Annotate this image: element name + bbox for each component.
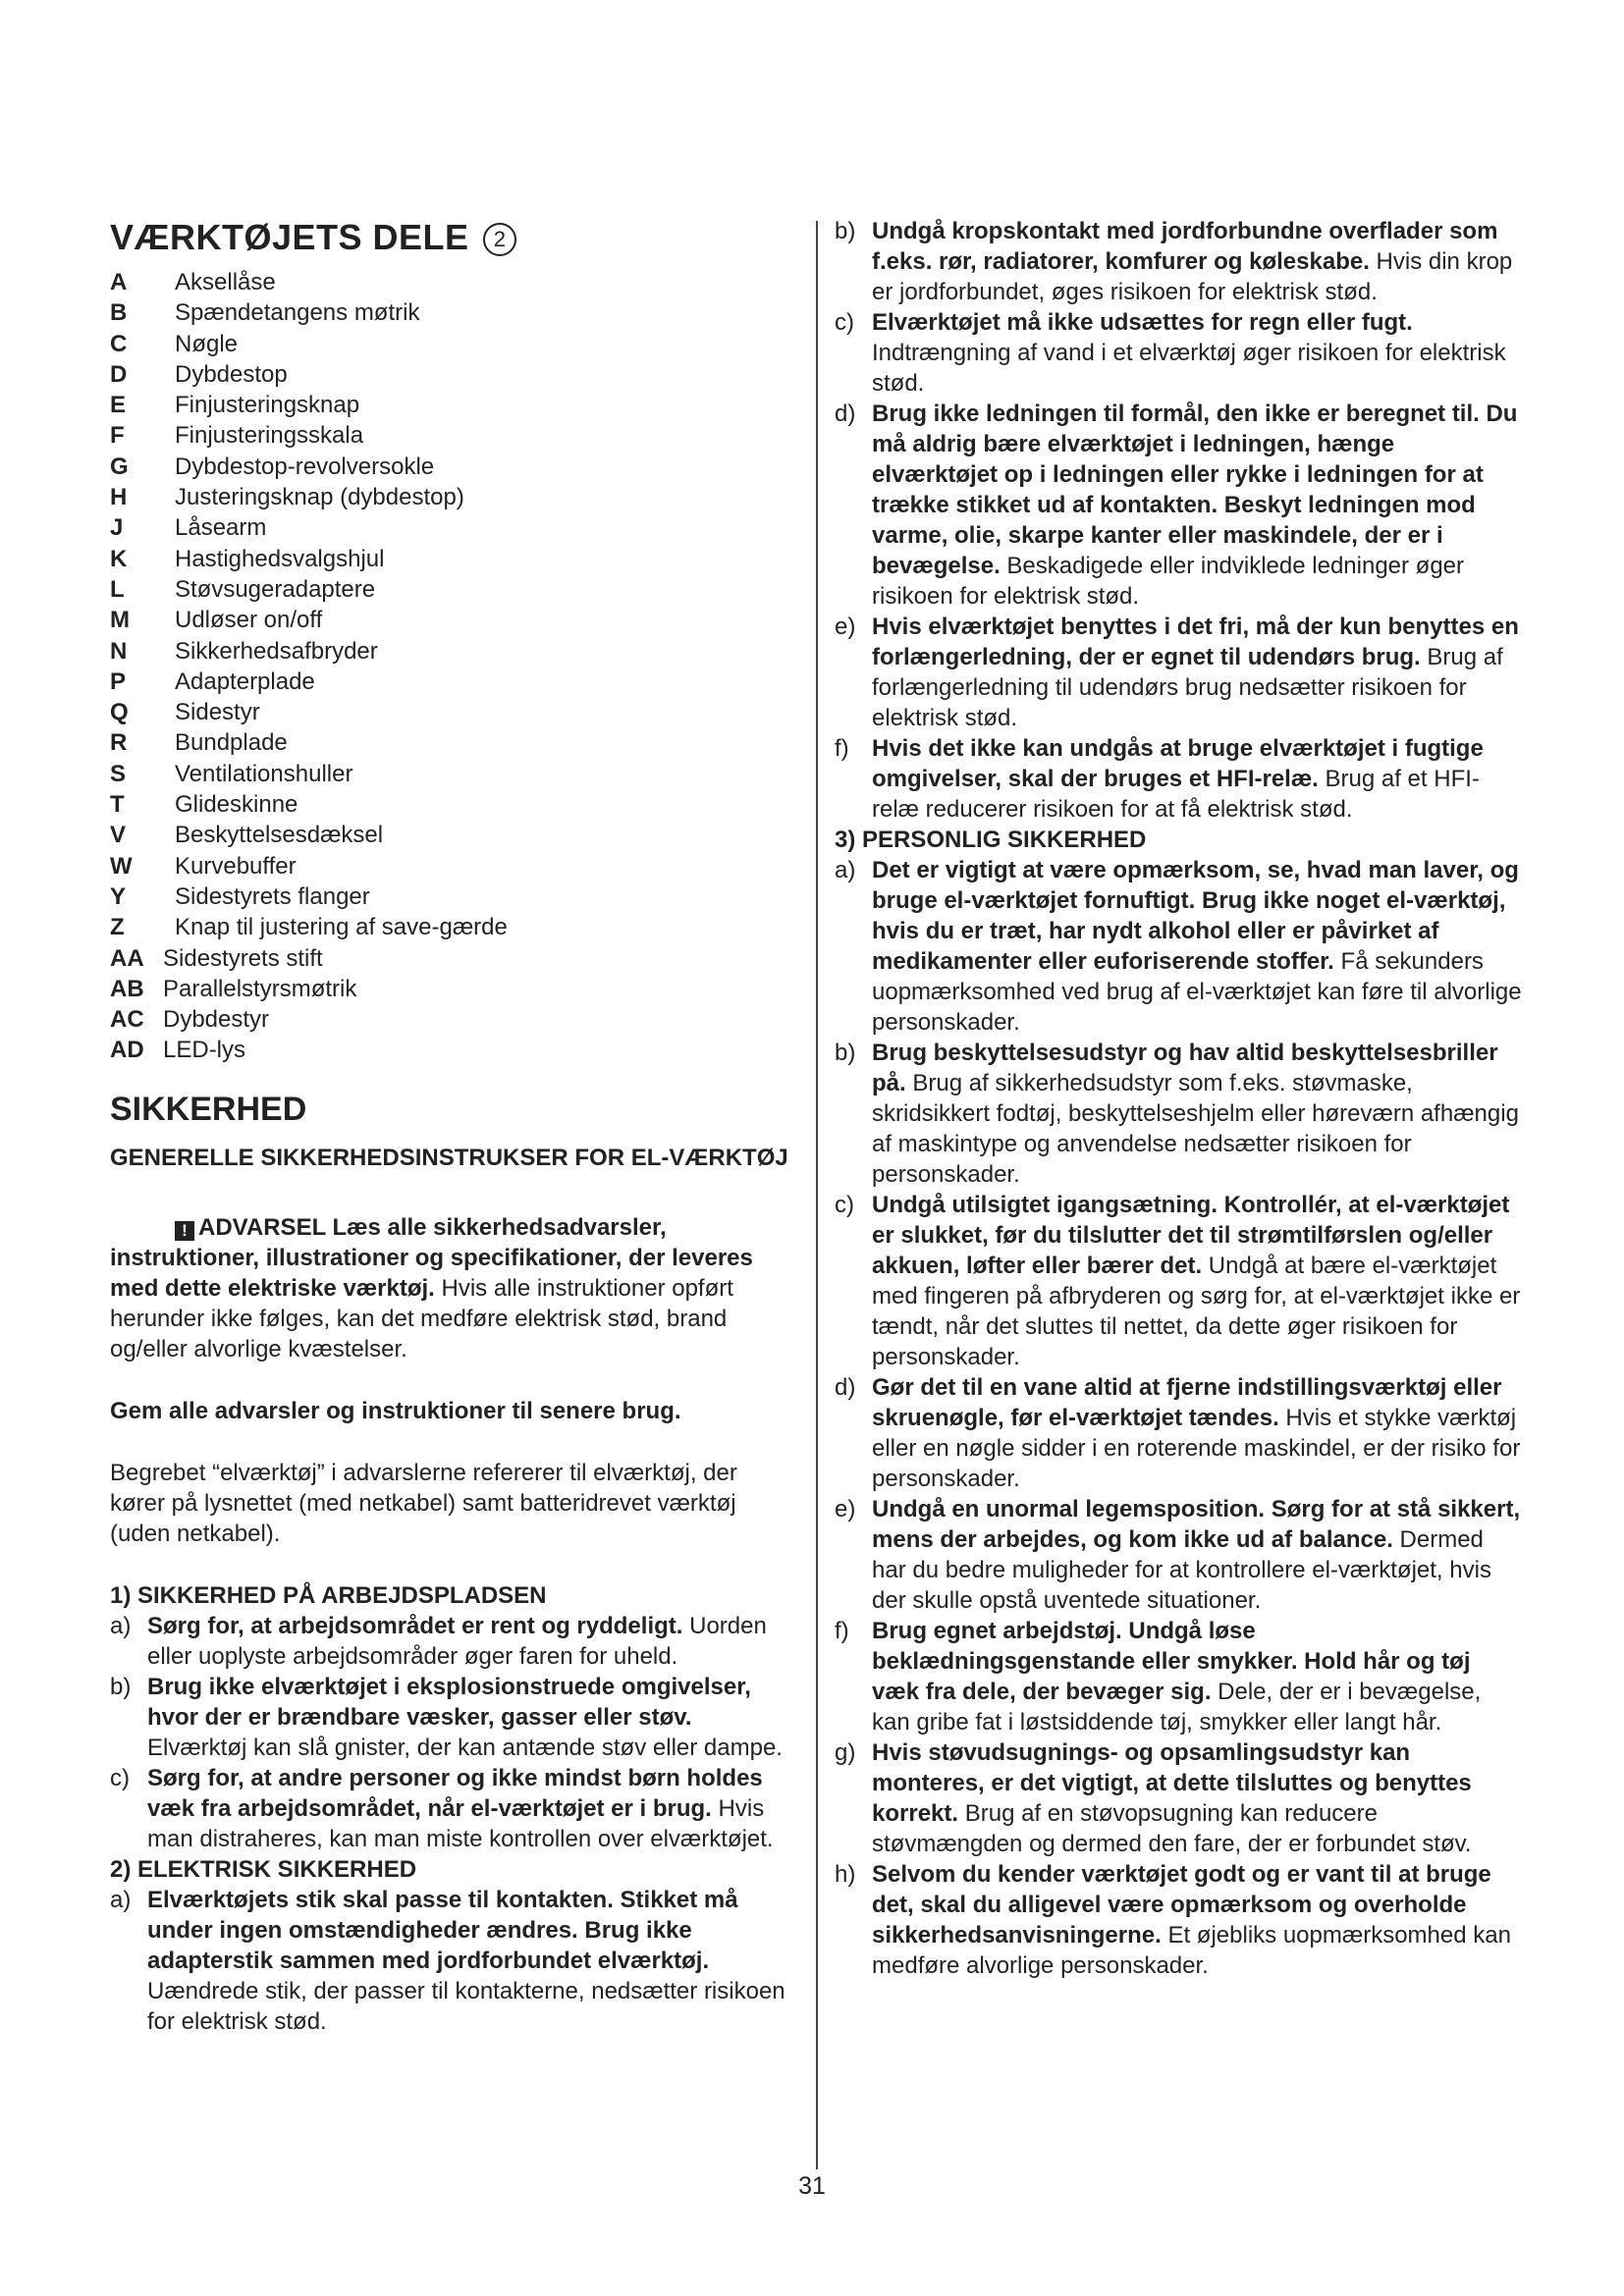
- part-item: [110, 482, 797, 512]
- item-text: Elværktøjet må ikke udsættes for regn eller fugt. Indtrængning af vand i et elværktøj øger risikoen for elektrisk stød.: [872, 309, 1506, 397]
- part-name: Adapterplade: [175, 667, 315, 695]
- warning-icon: !: [175, 1221, 194, 1241]
- part-letter: C: [110, 330, 128, 357]
- item-text: Hvis det ikke kan undgås at bruge elværktøjet i fugtige omgivelser, skal der bruges et HFI-relæ. Brug af et HFI-relæ reducerer risikoen for at få elektrisk stød.: [872, 735, 1484, 823]
- page-number: 31: [798, 2172, 826, 2200]
- part-item: [110, 452, 797, 482]
- safety-item: [835, 612, 1522, 733]
- part-name: Bundplade: [175, 729, 288, 757]
- part-name: Finjusteringsknap: [175, 392, 360, 419]
- item-text: Undgå kropskontakt med jordforbundne overflader som f.eks. rør, radiatorer, komfurer og køleskabe. Hvis din krop er jordforbundet, øges risikoen for elektrisk stød.: [872, 218, 1513, 305]
- warning-bold: ADVARSEL Læs alle sikkerhedsadvarsler, instruktioner, illustrationer og specifikationer, der leveres med dette elektriske værktøj.: [110, 1213, 753, 1302]
- item-label: e): [835, 1496, 856, 1522]
- item-label: a): [835, 857, 856, 883]
- part-letter: AC: [110, 1006, 144, 1034]
- item-text: Det er vigtigt at være opmærksom, se, hvad man laver, og bruge el-værktøjet fornuftigt. Brug ikke noget el-værktøj, hvis du er træt, har nydt alkohol eller er påvirket af medikamenter eller euforiserende stoffer. Få sekunders uopmærksomhed ved brug af el-værktøjet kan føre til alvorlige personskader.: [872, 857, 1522, 1036]
- item-label: h): [835, 1861, 856, 1888]
- item-label: d): [835, 400, 856, 427]
- part-item: [110, 420, 797, 451]
- part-letter: Q: [110, 699, 129, 726]
- safety-item: [835, 1616, 1522, 1737]
- part-letter: S: [110, 760, 127, 787]
- part-letter: AD: [110, 1037, 144, 1064]
- part-name: Finjusteringsskala: [175, 422, 364, 450]
- safety-item: [110, 1611, 797, 1672]
- safety-item: [835, 1190, 1522, 1372]
- item-text: Hvis støvudsugnings- og opsamlingsudstyr kan monteres, er det vigtigt, at dette tilsluttes og benyttes korrekt. Brug af en støvopsugning kan reducere støvmængden og dermed den fare, der er forbundet støv.: [872, 1739, 1472, 1857]
- part-letter: AB: [110, 975, 144, 1002]
- item-label: d): [835, 1374, 856, 1401]
- item-label: e): [835, 614, 856, 640]
- part-name: Ventilationshuller: [175, 760, 353, 787]
- part-letter: F: [110, 422, 125, 450]
- part-item: [110, 974, 797, 1004]
- parts-heading: VÆRKTØJETS DELE 2: [110, 216, 797, 259]
- safety-item: [835, 399, 1522, 612]
- item-text: Brug ikke ledningen til formål, den ikke er beregnet til. Du må aldrig bære elværktøjet i ledningen, hænge elværktøjet op i ledningen eller rykke i ledningen for at trække stikket ud af kontakten. Beskyt ledningen mod varme, olie, skarpe kanter eller maskindele, der er i bevægelse. Beskadigede eller indviklede ledninger øger risikoen for elektrisk stød.: [872, 400, 1518, 610]
- part-name: LED-lys: [163, 1037, 246, 1064]
- part-name: Sidestyrets stift: [163, 944, 323, 972]
- part-item: [110, 727, 797, 758]
- part-name: Nøgle: [175, 330, 239, 357]
- section2-items-left: [110, 1885, 797, 2037]
- item-text: Brug beskyttelsesudstyr og hav altid beskyttelsesbriller på. Brug af sikkerhedsudstyr som f.eks. støvmaske, skridsikkert fodtøj, beskyttelseshjelm eller høreværn afhængig af maskintype og anvendelse nedsætter risikoen for personskader.: [872, 1040, 1519, 1188]
- safety-item: [835, 855, 1522, 1038]
- right-column: [835, 216, 1522, 1981]
- part-item: [110, 820, 797, 850]
- part-name: Hastighedsvalgshjul: [175, 545, 385, 572]
- warning-text: Hvis alle instruktioner opført herunder ikke følges, kan det medføre elektrisk stød, brand og/eller alvorlige kvæstelser.: [110, 1274, 733, 1362]
- part-item: [110, 912, 797, 942]
- safety-item: [835, 1859, 1522, 1981]
- part-item: [110, 512, 797, 543]
- part-letter: AA: [110, 944, 144, 972]
- part-name: Sikkerhedsafbryder: [175, 637, 378, 665]
- part-letter: E: [110, 392, 127, 419]
- item-label: c): [110, 1764, 130, 1791]
- item-text: Gør det til en vane altid at fjerne indstillingsværktøj eller skruenøgle, før el-værktøjet tændes. Hvis et stykke værktøj eller en nøgle sidder i en roterende maskindel, er der risiko for personskader.: [872, 1374, 1521, 1492]
- part-name: Justeringsknap (dybdestop): [175, 484, 464, 511]
- part-name: Knap til justering af save-gærde: [175, 914, 508, 941]
- item-text: Sørg for, at andre personer og ikke mindst børn holdes væk fra arbejdsområdet, når el-værktøjet er i brug. Hvis man distraheres, kan man miste kontrollen over elværktøjet.: [147, 1764, 774, 1852]
- part-name: Dybdestyr: [163, 1006, 270, 1034]
- part-letter: H: [110, 484, 128, 511]
- item-text: Brug egnet arbejdstøj. Undgå løse beklædningsgenstande eller smykker. Hold hår og tøj væk fra dele, der bevæger sig. Dele, der er i bevægelse, kan gribe fat i løstsiddende tøj, smykker eller langt hår.: [872, 1618, 1482, 1735]
- section3-items: [835, 855, 1522, 1981]
- part-item: [110, 759, 797, 789]
- part-item: [110, 881, 797, 912]
- part-name: Dybdestop-revolversokle: [175, 453, 435, 480]
- part-letter: P: [110, 667, 127, 695]
- item-text: Selvom du kender værktøjet godt og er vant til at bruge det, skal du alligevel være opmærksom og overholde sikkerhedsanvisningerne. Et øjebliks uopmærksomhed kan medføre alvorlige personskader.: [872, 1861, 1511, 1979]
- section2-title: 2) ELEKTRISK SIKKERHED: [110, 1855, 417, 1883]
- safety-item: [835, 1737, 1522, 1859]
- general-safety-heading: GENERELLE SIKKERHEDSINSTRUKSER FOR EL-VÆRKTØJ: [110, 1144, 788, 1171]
- column-divider: [816, 221, 818, 2169]
- term-paragraph: Begrebet “elværktøj” i advarslerne refererer til elværktøj, der kører på lysnettet (med netkabel) samt batteridrevet værktøj (uden netkabel).: [110, 1459, 737, 1547]
- item-text: Hvis elværktøjet benyttes i det fri, må der kun benyttes en forlængerledning, der er egnet til udendørs brug. Brug af forlængerledning til udendørs brug nedsætter risikoen for elektrisk stød.: [872, 614, 1519, 731]
- item-label: f): [835, 735, 849, 762]
- part-item: [110, 636, 797, 667]
- part-name: Låsearm: [175, 514, 267, 542]
- part-name: Sidestyr: [175, 699, 260, 726]
- part-name: Kurvebuffer: [175, 852, 297, 880]
- safety-item: [835, 733, 1522, 825]
- item-label: a): [110, 1886, 132, 1913]
- safety-item: [110, 1763, 797, 1854]
- part-item: [110, 605, 797, 635]
- part-letter: K: [110, 545, 128, 572]
- part-name: Spændetangens møtrik: [175, 299, 420, 327]
- part-letter: V: [110, 822, 127, 849]
- warning-paragraph: [110, 1212, 797, 1364]
- safety-item: [835, 307, 1522, 399]
- part-name: Sidestyrets flanger: [175, 882, 370, 910]
- left-column: [110, 216, 797, 2037]
- part-item: [110, 544, 797, 574]
- part-letter: L: [110, 575, 125, 603]
- part-letter: A: [110, 269, 128, 295]
- item-text: Brug ikke elværktøjet i eksplosionstruede omgivelser, hvor der er brændbare væsker, gasser eller støv. Elværktøj kan slå gnister, der kan antænde støv eller dampe.: [147, 1673, 783, 1761]
- part-item: [110, 1035, 797, 1065]
- part-letter: G: [110, 453, 129, 480]
- figure-number: 2: [483, 223, 516, 256]
- parts-list: [110, 267, 797, 1066]
- part-letter: J: [110, 514, 124, 542]
- part-name: Aksellåse: [175, 269, 276, 295]
- part-letter: B: [110, 299, 128, 327]
- item-label: g): [835, 1739, 856, 1766]
- safety-item: [110, 1672, 797, 1763]
- item-label: b): [110, 1673, 132, 1700]
- save-instructions: Gem alle advarsler og instruktioner til senere brug.: [110, 1397, 681, 1424]
- part-item: [110, 667, 797, 697]
- part-letter: T: [110, 791, 125, 819]
- part-item: [110, 574, 797, 605]
- section1-title: 1) SIKKERHED PÅ ARBEJDSPLADSEN: [110, 1581, 547, 1609]
- item-text: Elværktøjets stik skal passe til kontakten. Stikket må under ingen omstændigheder ændres. Brug ikke adapterstik sammen med jordforbundet elværktøj. Uændrede stik, der passer til kontakterne, nedsætter risikoen for elektrisk stød.: [147, 1886, 785, 2035]
- item-label: b): [835, 218, 856, 244]
- part-letter: M: [110, 607, 130, 634]
- part-item: [110, 1004, 797, 1035]
- section2-items-right: [835, 216, 1522, 825]
- safety-item: [835, 1038, 1522, 1190]
- part-name: Udløser on/off: [175, 607, 323, 634]
- part-item: [110, 789, 797, 820]
- safety-item: [835, 216, 1522, 307]
- part-letter: W: [110, 852, 133, 880]
- part-item: [110, 329, 797, 359]
- part-item: [110, 297, 797, 328]
- item-label: f): [835, 1618, 849, 1644]
- part-name: Beskyttelsesdæksel: [175, 822, 384, 849]
- part-item: [110, 943, 797, 974]
- item-label: a): [110, 1612, 132, 1639]
- part-name: Støvsugeradaptere: [175, 575, 376, 603]
- part-name: Glideskinne: [175, 791, 298, 819]
- part-item: [110, 359, 797, 390]
- part-letter: N: [110, 637, 128, 665]
- section1-items: [110, 1611, 797, 1854]
- item-text: Undgå en unormal legemsposition. Sørg for at stå sikkert, mens der arbejdes, og kom ikke ud af balance. Dermed har du bedre muligheder for at kontrollere el-værktøjet, hvis der skulle opstå uventede situationer.: [872, 1496, 1521, 1614]
- safety-item: [835, 1494, 1522, 1616]
- part-name: Dybdestop: [175, 360, 288, 388]
- item-label: c): [835, 309, 854, 336]
- part-letter: D: [110, 360, 128, 388]
- item-label: c): [835, 1192, 854, 1218]
- part-item: [110, 851, 797, 881]
- safety-heading: SIKKERHED: [110, 1090, 307, 1128]
- item-label: b): [835, 1040, 856, 1066]
- part-name: Parallelstyrsmøtrik: [163, 975, 357, 1002]
- part-item: [110, 697, 797, 727]
- part-letter: Y: [110, 882, 127, 910]
- part-letter: R: [110, 729, 128, 757]
- part-item: [110, 390, 797, 420]
- item-text: Sørg for, at arbejdsområdet er rent og ryddeligt. Uorden eller uoplyste arbejdsområder øger faren for uheld.: [147, 1612, 767, 1670]
- part-item: [110, 267, 797, 297]
- safety-item: [110, 1885, 797, 2037]
- section3-title: 3) PERSONLIG SIKKERHED: [835, 827, 1147, 853]
- part-letter: Z: [110, 914, 125, 941]
- safety-item: [835, 1372, 1522, 1494]
- item-text: Undgå utilsigtet igangsætning. Kontrollér, at el-værktøjet er slukket, før du tilslutter det til strømtilførslen og/eller akkuen, løfter eller bærer det. Undgå at bære el-værktøjet med fingeren på afbryderen og sørg for, at el-værktøjet ikke er tændt, når det sluttes til nettet, da dette øger risikoen for personskader.: [872, 1192, 1521, 1370]
